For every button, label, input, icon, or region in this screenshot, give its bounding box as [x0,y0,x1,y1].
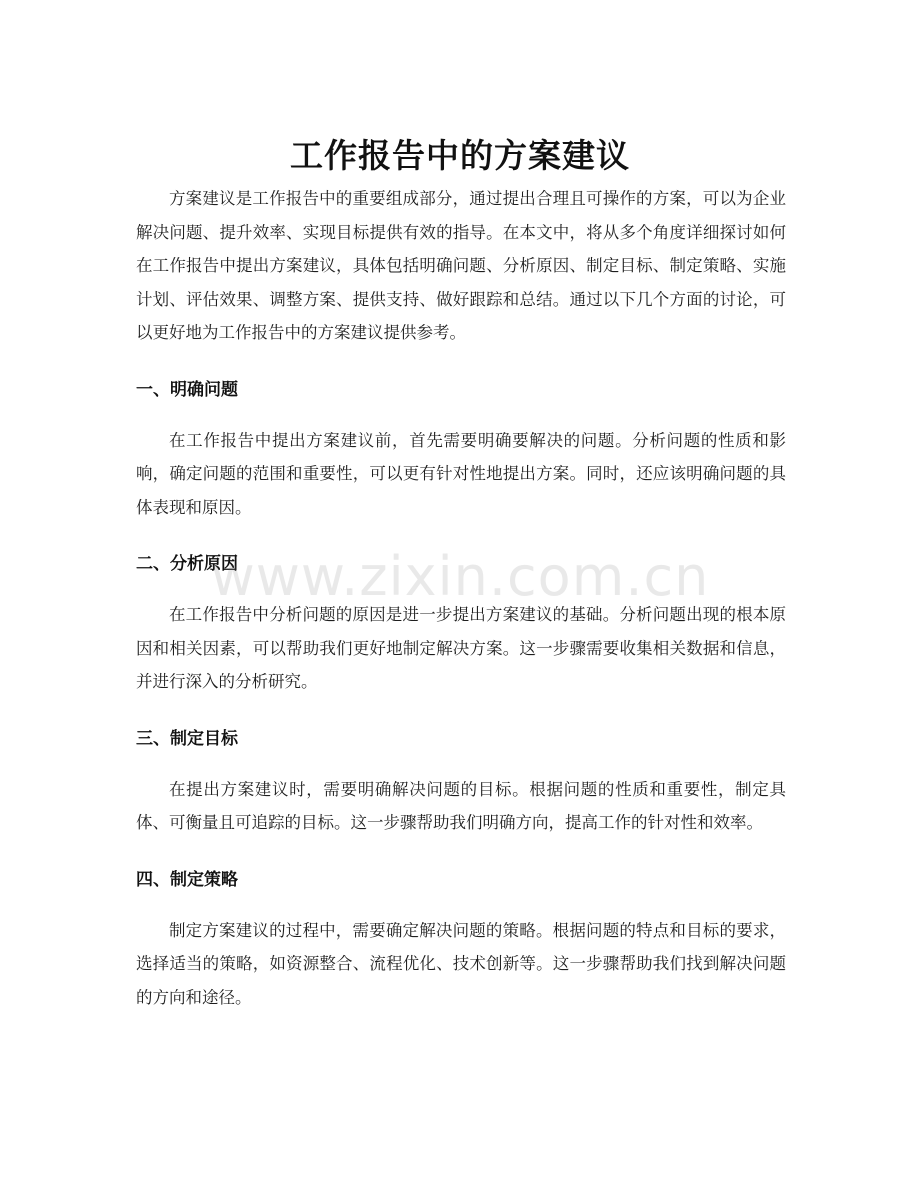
section-heading-1: 一、明确问题 [136,379,238,400]
section-body-4: 制定方案建议的过程中，需要确定解决问题的策略。根据问题的特点和目标的要求，选择适当的策略，如资源整合、流程优化、技术创新等。这一步骤帮助我们找到解决问题的方向和途径。 [136,920,786,1007]
watermark: www.zixin.com.cn [210,545,710,608]
section-heading-4: 四、制定策略 [136,869,238,890]
section-body-1: 在工作报告中提出方案建议前，首先需要明确要解决的问题。分析问题的性质和影响，确定问题的范围和重要性，可以更有针对性地提出方案。同时，还应该明确问题的具体表现和原因。 [136,430,786,517]
section-body-2: 在工作报告中分析问题的原因是进一步提出方案建议的基础。分析问题出现的根本原因和相关因素，可以帮助我们更好地制定解决方案。这一步骤需要收集相关数据和信息，并进行深入的分析研究。 [136,605,786,691]
section-heading-3: 三、制定目标 [136,728,238,749]
section-body-3: 在提出方案建议时，需要明确解决问题的目标。根据问题的性质和重要性，制定具体、可衡量且可追踪的目标。这一步骤帮助我们明确方向，提高工作的针对性和效率。 [136,779,786,832]
page-title: 工作报告中的方案建议 [290,136,630,176]
intro-paragraph: 方案建议是工作报告中的重要组成部分，通过提出合理且可操作的方案，可以为企业解决问题、提升效率、实现目标提供有效的指导。在本文中，将从多个角度详细探讨如何在工作报告中提出方案建议，具体包括明确问题、分析原因、制定目标、制定策略、实施计划、评估效果、调整方案、提供支持、做好跟踪和总结。通过以下几个方面的讨论，可以更好地为工作报告中的方案建议提供参考。 [136,189,786,342]
section-heading-2: 二、分析原因 [136,554,238,574]
document-body [136,182,786,1014]
